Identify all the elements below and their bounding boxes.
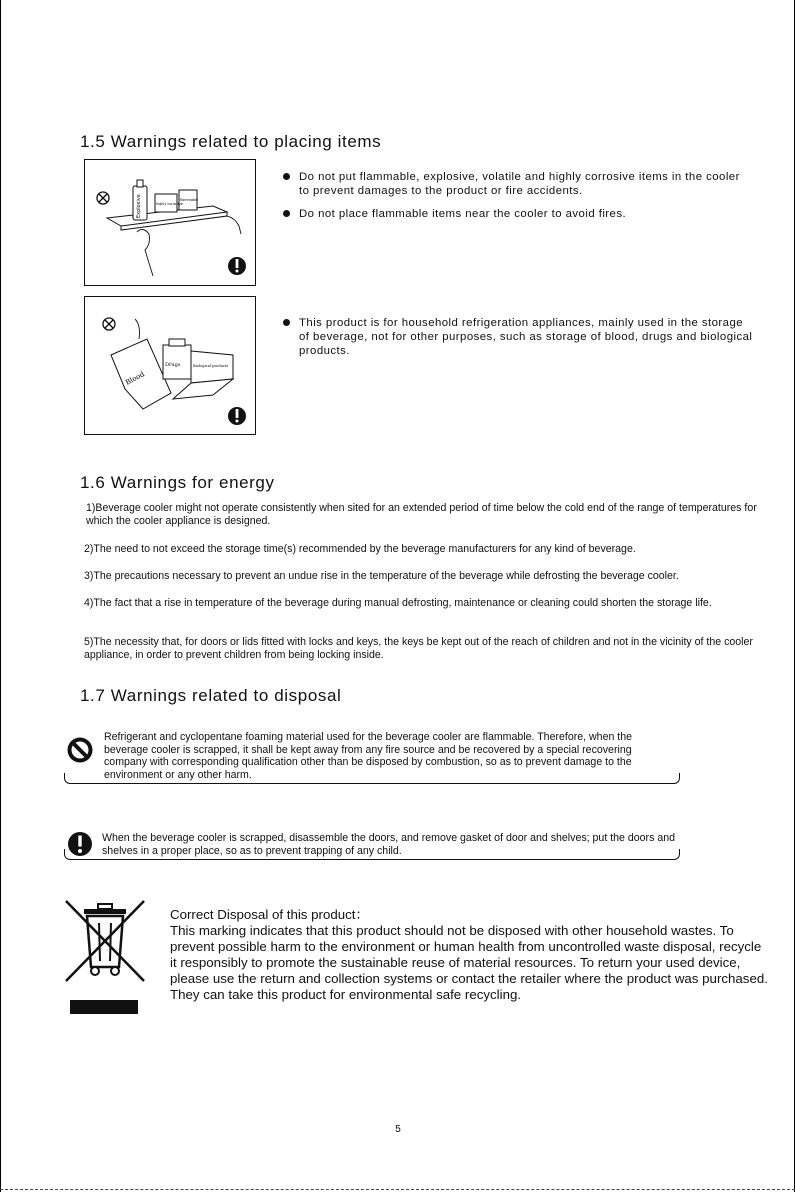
placing-warnings-list-2 [283, 316, 753, 367]
weee-title: Correct Disposal of this product： [170, 907, 369, 922]
placing-warnings-list-1 [283, 170, 753, 230]
list-item: Do not place flammable items near the cooler to avoid fires. [283, 207, 753, 221]
section-heading-placing: 1.5 Warnings related to placing items [80, 132, 382, 151]
section-heading-disposal: 1.7 Warnings related to disposal [80, 686, 342, 705]
energy-item-4: 4)The fact that a rise in temperature of the beverage during manual defrosting, maintenance or cleaning could shorten the storage life. [84, 597, 712, 609]
crossed-bin-icon [60, 895, 150, 1021]
shelf-drawing [107, 180, 241, 276]
label-drugs: Drugs [165, 362, 181, 368]
label-biological: Biological products [193, 364, 229, 368]
label-flammable: flammable [180, 198, 199, 202]
bullet-dot-icon [283, 210, 290, 217]
illustration-blood-drugs [84, 296, 256, 435]
page-border-left [0, 0, 1, 1192]
list-item: This product is for household refrigeration appliances, mainly used in the storage of beverage, not for other purposes, such as storage of blood, drugs and biological products. [283, 316, 753, 358]
prohibited-icon [103, 318, 115, 330]
exclamation-icon [228, 407, 246, 425]
disposal-note-child-safety: When the beverage cooler is scrapped, disassemble the doors, and remove gasket of door and shelves; put the doors and shelves in a proper place, so as to prevent trapping of any child. [64, 832, 680, 857]
note-bracket [64, 773, 680, 784]
illustration-flammable-items [84, 159, 256, 286]
label-corrosive: highly corrosive [156, 202, 183, 206]
label-explosive: Explosive [136, 194, 142, 218]
note-bracket [64, 849, 680, 860]
energy-item-1: 1)Beverage cooler might not operate consistently when sited for an extended period of time below the cold end of the range of temperatures for which the cooler appliance is designed. [86, 502, 757, 527]
disposal-note-flammable: Refrigerant and cyclopentane foaming material used for the beverage cooler are flammable. Therefore, when the beverage cooler is scrapped, it shall be kept away from any fire source and be recovered by a special recovering company with corresponding qualification other than be disposed by combustion, so as to prevent damage to the environment or any other harm. [64, 731, 680, 781]
list-item: Do not put flammable, explosive, volatile and highly corrosive items in the cooler to prevent damages to the product or fire accidents. [283, 170, 753, 198]
energy-item-5: 5)The necessity that, for doors or lids fitted with locks and keys, the keys be kept out of the reach of children and not in the vicinity of the cooler appliance, in order to prevent children from being locking inside. [84, 636, 753, 661]
energy-item-3: 3)The precautions necessary to prevent an undue rise in the temperature of the beverage while defrosting the beverage cooler. [84, 570, 679, 582]
page-number: 5 [395, 1124, 401, 1135]
prohibited-icon [97, 192, 109, 204]
page-border-bottom [0, 1189, 795, 1190]
energy-item-2: 2)The need to not exceed the storage time(s) recommended by the beverage manufacturers for any kind of beverage. [84, 543, 636, 555]
bullet-dot-icon [283, 173, 290, 180]
exclamation-icon [228, 257, 246, 275]
weee-body: This marking indicates that this product should not be disposed with other household wastes. To prevent possible harm to the environment or human health from uncontrolled waste disposal, recycle it responsibly to promote the sustainable reuse of material resources. To return your used device, please use the return and collection systems or contact the retailer where the product was purchased. They can take this product for environmental safe recycling. [170, 923, 768, 1002]
section-heading-energy: 1.6 Warnings for energy [80, 473, 275, 492]
label-blood: Blood [124, 370, 146, 387]
weee-disposal-text [170, 907, 770, 1003]
bullet-dot-icon [283, 319, 290, 326]
